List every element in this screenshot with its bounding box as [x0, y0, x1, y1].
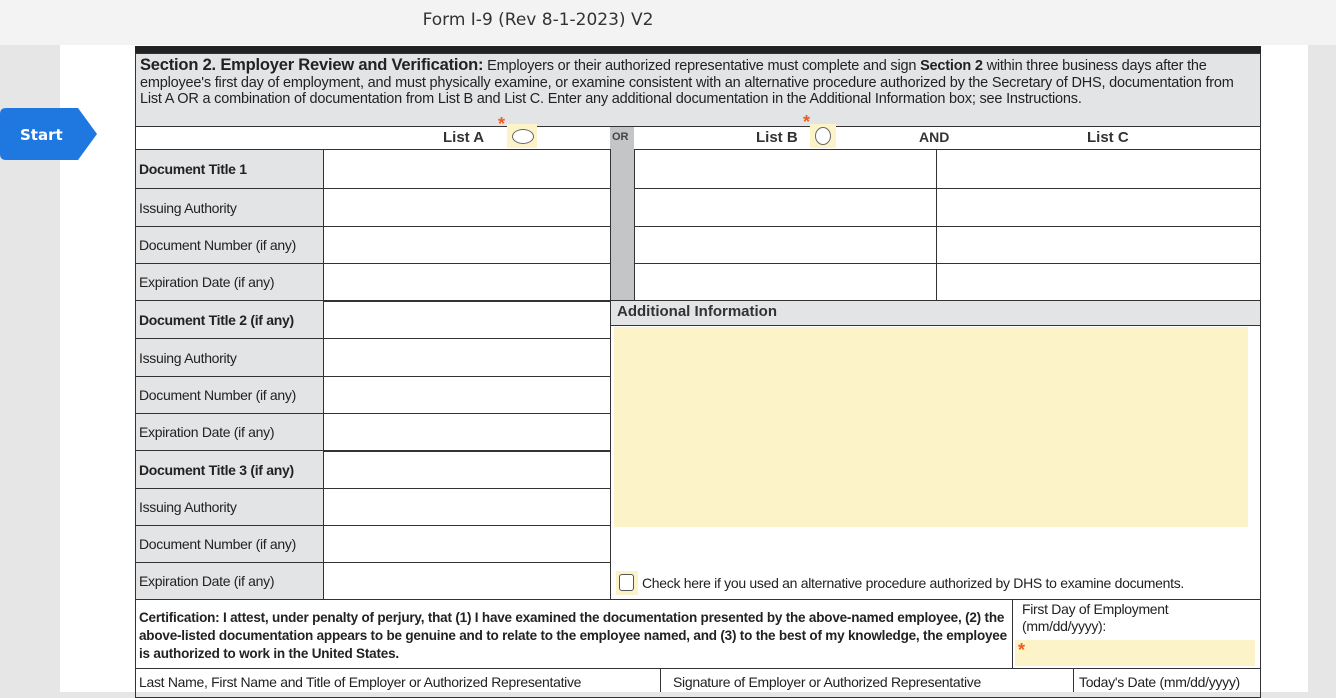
list-b-field[interactable]	[634, 149, 937, 189]
list-b-field[interactable]	[634, 188, 937, 227]
row-label: Issuing Authority	[135, 488, 324, 526]
first-day-input[interactable]: *	[1015, 640, 1255, 666]
list-a-field[interactable]	[323, 188, 611, 227]
list-a-label: List A	[443, 129, 485, 146]
todays-date-label: Today's Date (mm/dd/yyyy)	[1079, 674, 1240, 690]
row-label: Document Title 2 (if any)	[135, 300, 324, 339]
list-b-radio[interactable]	[810, 124, 836, 148]
certification-text: Certification: I attest, under penalty of perjury, that (1) I have examined the documentation presented by the above-named employee, (2) the above-listed documentation appears to be genuine and to relate to the employee named, and (3) to the best of my knowledge, the employee is authorized to work in the United States.	[139, 610, 1007, 661]
list-a-field[interactable]	[323, 562, 611, 600]
list-a-radio[interactable]	[507, 124, 537, 148]
required-marker: *	[803, 112, 811, 132]
list-a-field[interactable]	[323, 300, 611, 339]
section-header: Section 2. Employer Review and Verification: Employers or their authorized representative must complete and sign Section 2 within three business days after the employee's first day of employment, and must physically examine, or examine consistent with an alternative procedure authorized by the Secretary of DHS, documentation from List A OR a combination of documentation from List B and List C. Enter any additional documentation in the Additional Information box; see Instructions.	[135, 53, 1261, 127]
row-label: Expiration Date (if any)	[135, 263, 324, 301]
and-label: AND	[919, 129, 950, 145]
row-label: Expiration Date (if any)	[135, 562, 324, 600]
list-a-field[interactable]	[323, 226, 611, 264]
list-a-field[interactable]	[323, 450, 611, 489]
list-b-field[interactable]	[634, 263, 937, 301]
start-button[interactable]: Start	[0, 108, 97, 160]
list-a-field[interactable]	[323, 488, 611, 526]
row-label: Document Number (if any)	[135, 525, 324, 563]
list-b-label: List B	[756, 129, 798, 146]
list-a-field[interactable]	[323, 149, 611, 189]
list-c-field[interactable]	[936, 263, 1261, 301]
employer-name-label: Last Name, First Name and Title of Employer or Authorized Representative	[139, 674, 582, 690]
list-c-label: List C	[1087, 129, 1129, 146]
window-title: Form I-9 (Rev 8-1-2023) V2	[422, 10, 654, 30]
row-label: Issuing Authority	[135, 188, 324, 227]
row-label: Document Number (if any)	[135, 376, 324, 414]
list-c-field[interactable]	[936, 188, 1261, 227]
list-c-field[interactable]	[936, 226, 1261, 264]
additional-info-textarea[interactable]	[614, 327, 1248, 527]
alternative-procedure-label: Check here if you used an alternative procedure authorized by DHS to examine documents.	[642, 575, 1184, 591]
or-column: OR	[610, 127, 634, 300]
section-bar	[135, 46, 1261, 53]
row-label: Issuing Authority	[135, 338, 324, 377]
row-label: Document Number (if any)	[135, 226, 324, 264]
row-label: Document Title 3 (if any)	[135, 450, 324, 489]
first-day-label: First Day of Employment (mm/dd/yyyy):	[1022, 601, 1169, 634]
list-c-field[interactable]	[936, 149, 1261, 189]
list-b-field[interactable]	[634, 226, 937, 264]
required-marker: *	[498, 114, 506, 134]
list-a-field[interactable]	[323, 263, 611, 301]
list-a-field[interactable]	[323, 525, 611, 563]
row-label: Document Title 1	[135, 149, 324, 189]
alternative-procedure-checkbox[interactable]	[616, 571, 638, 595]
row-label: Expiration Date (if any)	[135, 413, 324, 451]
list-a-field[interactable]	[323, 413, 611, 451]
list-a-field[interactable]	[323, 376, 611, 414]
signature-label: Signature of Employer or Authorized Representative	[673, 674, 981, 690]
additional-info-header: Additional Information	[610, 300, 1261, 326]
title-bar	[0, 0, 1336, 45]
list-a-field[interactable]	[323, 338, 611, 377]
